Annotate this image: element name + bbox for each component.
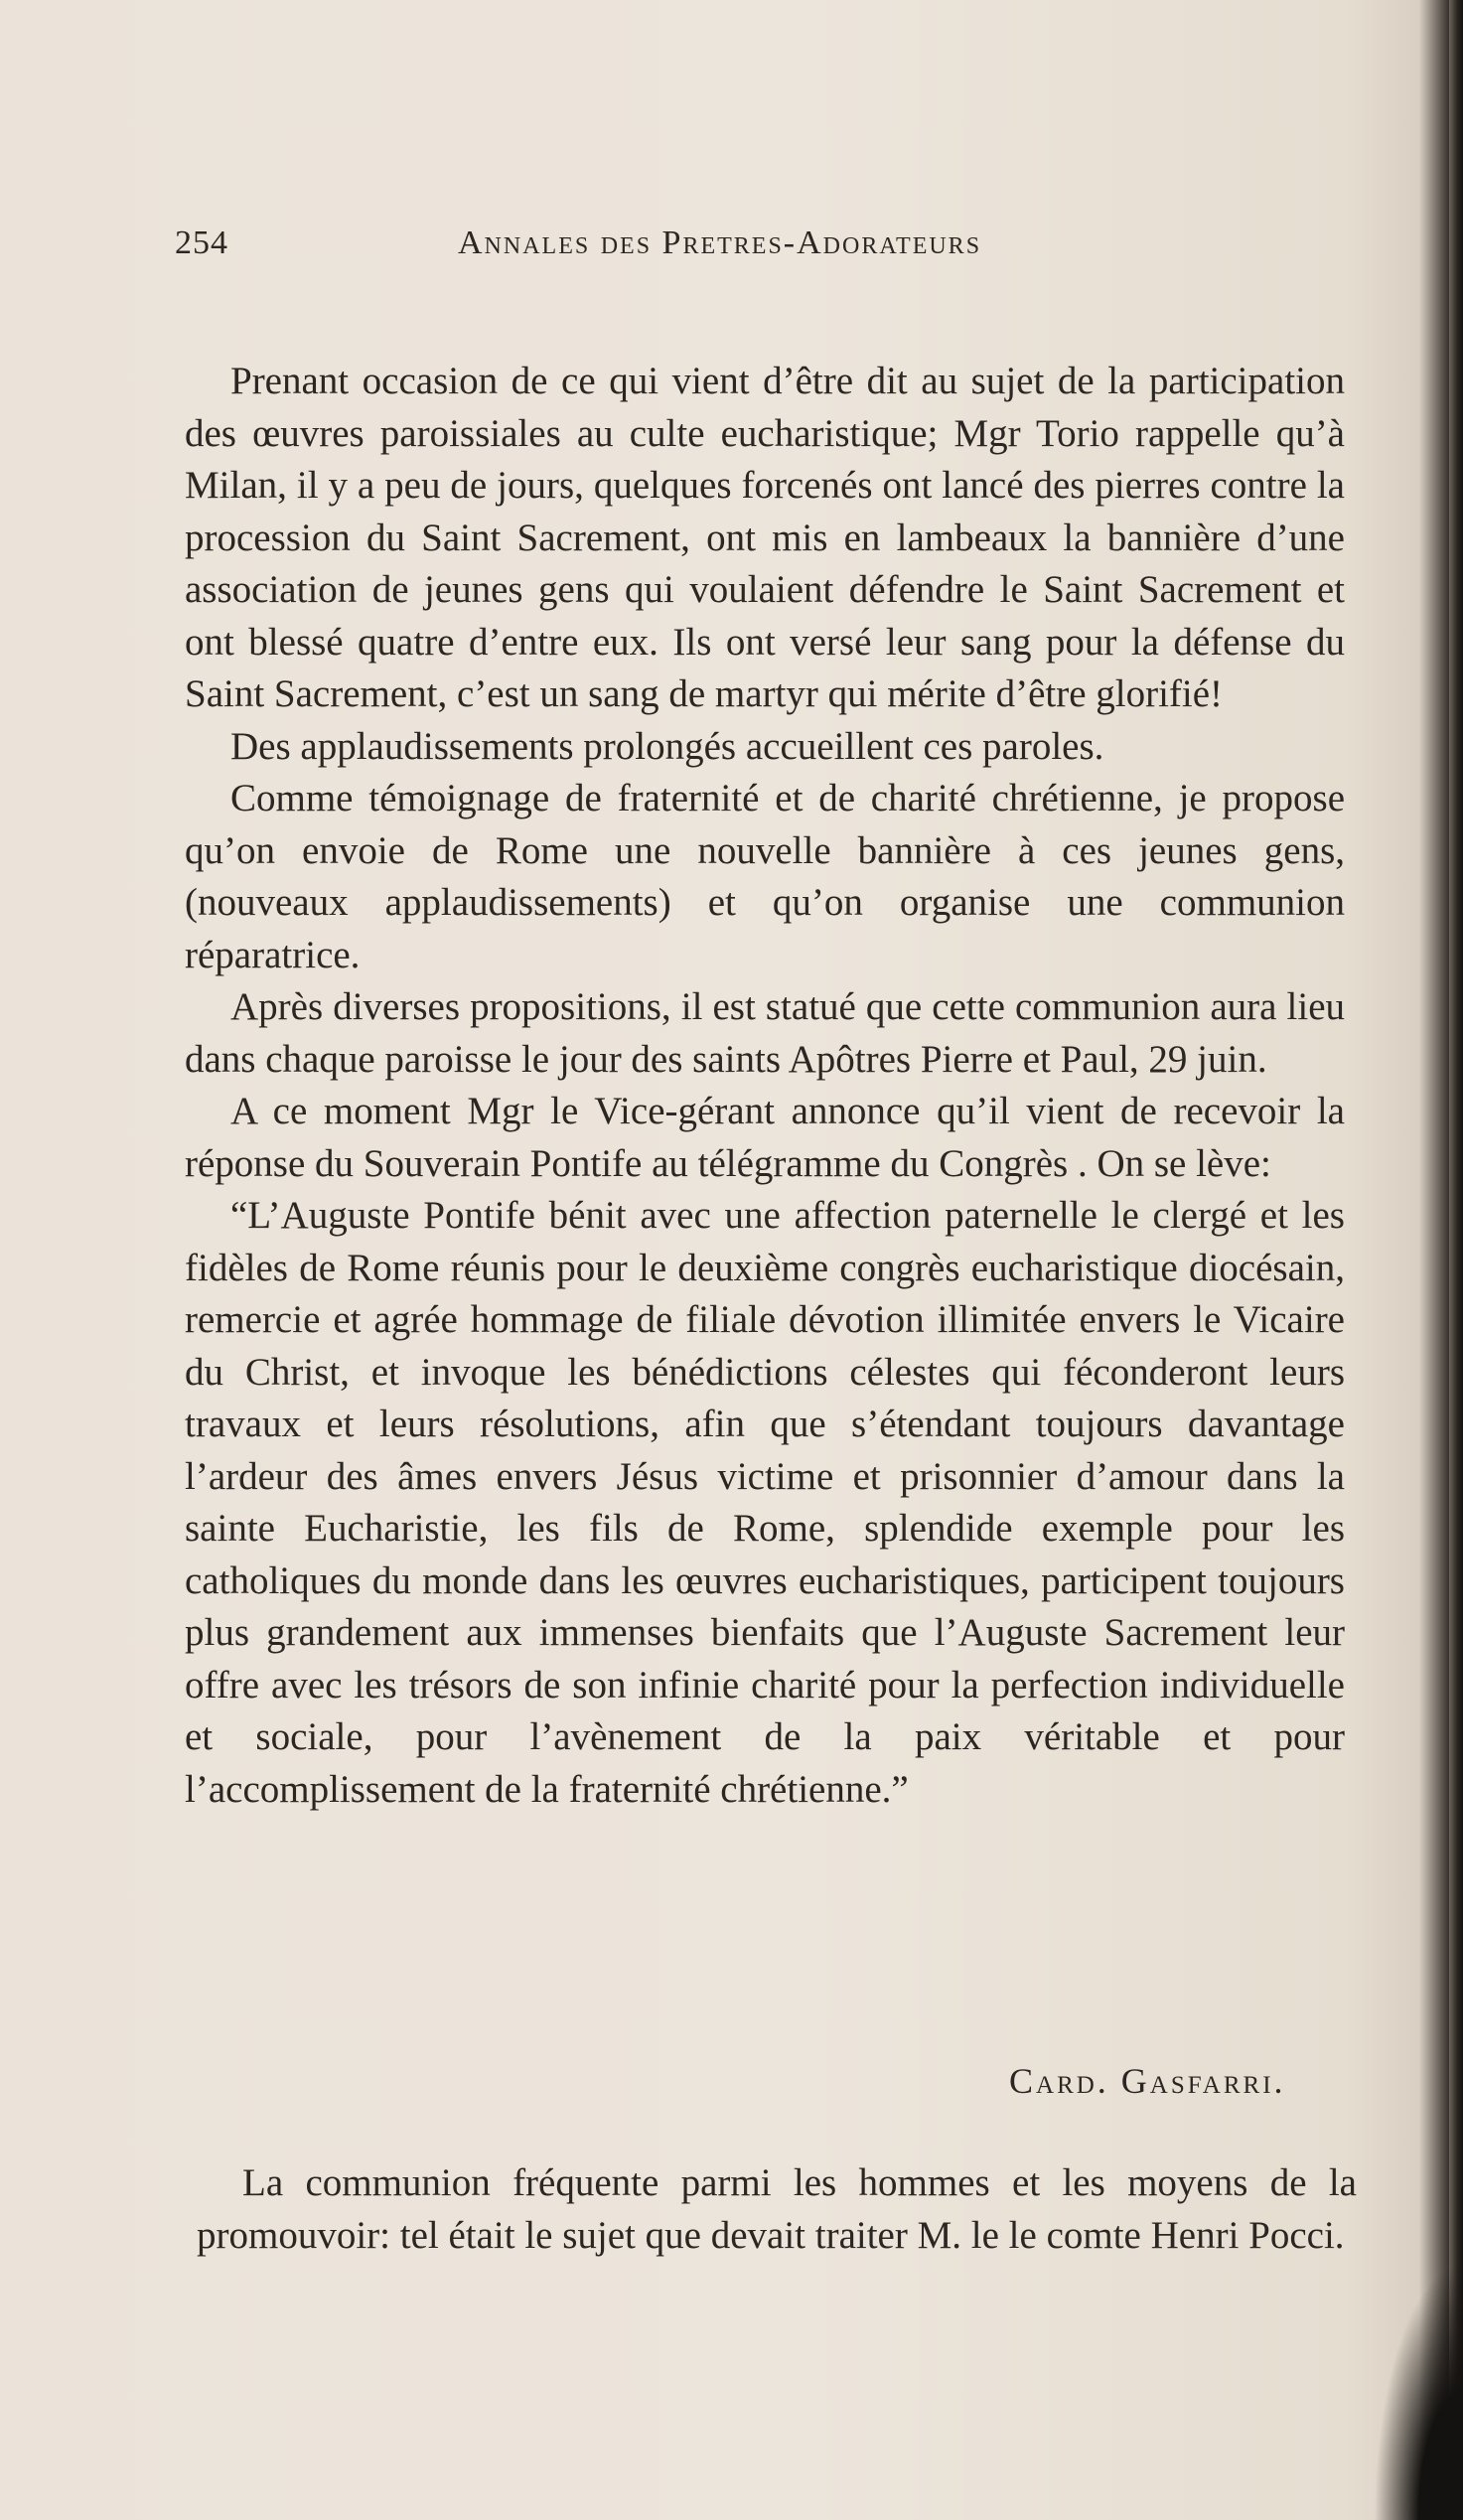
paragraph-applause: Des applaudissements prolongés accueillent ces paroles. [230, 724, 1104, 768]
paragraph-torio-milan: Prenant occasion de ce qui vient d’être dit au sujet de la participation des œuvres paroissiales au culte eucharistique; Mgr Torio rappelle qu’à Milan, il y a peu de jours, quelques forcenés ont lancé des pierres contre la procession du Saint Sacrement, ont mis en lambeaux la bannière d’une association de jeunes gens qui voulaient défendre le Saint Sacrement et ont blessé quatre d’entre eux. Ils ont versé leur sang pour la défense du Saint Sacrement, c’est un sang de martyr qui mérite d’être glorifié! [185, 360, 1345, 715]
running-title: Annales des Pretres-Adorateurs [458, 224, 982, 261]
paragraph-telegram-quote: “L’Auguste Pontife bénit avec une affection paternelle le clergé et les fidèles de Rome réunis pour le deuxième congrès eucharistique diocésain, remercie et agrée hommage de filiale dévotion illimitée envers le Vicaire du Christ, et invoque les bénédictions célestes qui féconderont leurs travaux et leurs résolutions, afin que s’étendant toujours davantage l’ardeur des âmes envers Jésus victime et prisonnier d’amour dans la sainte Eucharistie, les fils de Rome, splendide exemple pour les catholiques du monde dans les œuvres eucharistiques, participent toujours plus grandement aux immenses bienfaits que l’Auguste Sacrement leur offre avec les trésors de son infinie charité pour la perfection individuelle et sociale, pour l’avènement de la paix véritable et pour l’accomplissement de la fraternité chrétienne.” [185, 1194, 1345, 1811]
paragraph-vice-gerant: A ce moment Mgr le Vice-gérant annonce qu’il vient de recevoir la réponse du Souverain Pontife au télégramme du Congrès . On se lève: [185, 1090, 1345, 1185]
page-header [175, 224, 1128, 274]
telegram-signature: Card. Gasfarri. [1009, 2061, 1286, 2101]
page-number: 254 [175, 224, 228, 261]
main-text-block [185, 356, 1345, 1816]
paragraph-banner-proposal: Comme témoignage de fraternité et de charité chrétienne, je propose qu’on envoie de Rome une nouvelle bannière à ces jeunes gens, (nouveaux applaudissements) et qu’on organise une communion réparatrice. [185, 777, 1345, 976]
book-spine-shadow [1449, 0, 1463, 2520]
paragraph-communion-date: Après diverses propositions, il est statué que cette communion aura lieu dans chaque paroisse le jour des saints Apôtres Pierre et Paul, 29 juin. [185, 985, 1345, 1081]
page-corner-shadow [1374, 2262, 1463, 2520]
paragraph-frequent-communion: La communion fréquente parmi les hommes et les moyens de la promouvoir: tel était le sujet que devait traiter M. le le comte Henri Pocci. [197, 2161, 1357, 2257]
